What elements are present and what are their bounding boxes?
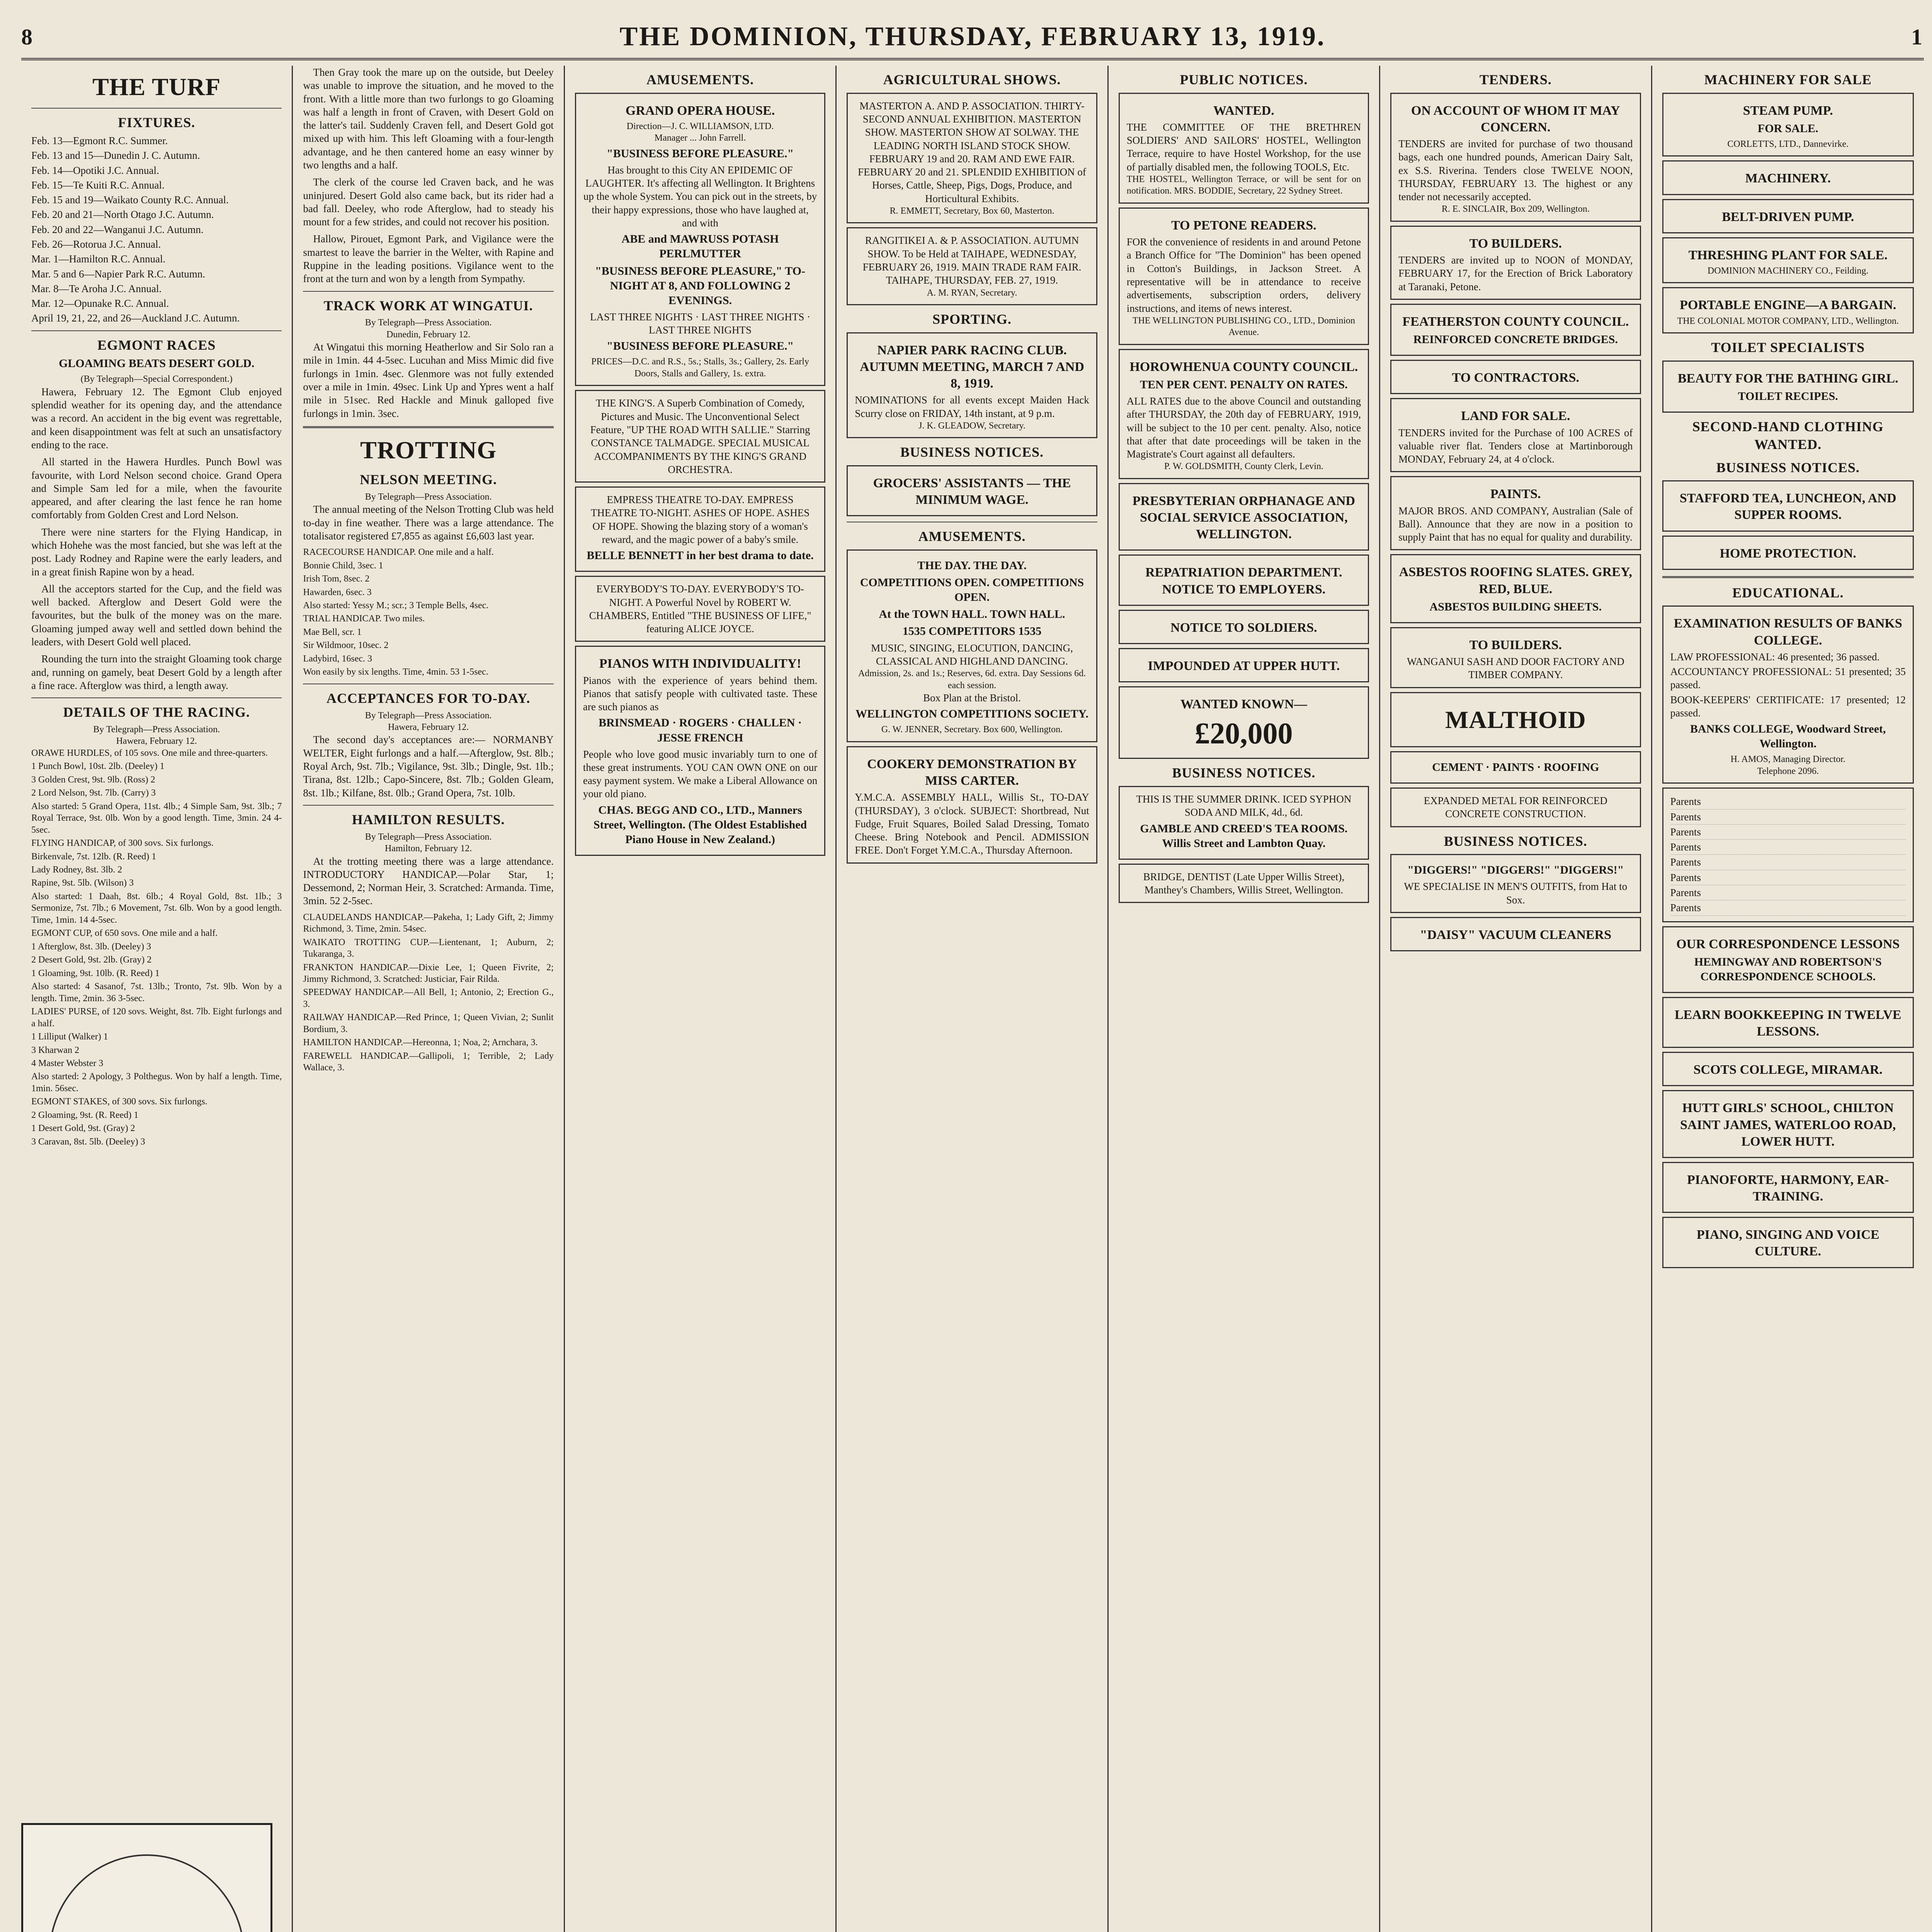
tender-salt-ad (1390, 93, 1641, 222)
parents-label: Parents (1670, 825, 1906, 840)
theatre-name: GRAND OPERA HOUSE. (625, 103, 775, 118)
show-players: ABE and MAWRUSS POTASH PERLMUTTER (621, 233, 779, 260)
pianos-firm: CHAS. BEGG AND CO., LTD., Manners Street, Wellington. (The Oldest Established Piano House in New Zealand.) (593, 803, 807, 846)
summer-drink-ad (1119, 786, 1369, 860)
fixture-item: Feb. 13 and 15—Dunedin J. C. Autumn. (31, 150, 200, 162)
exam-result: LAW PROFESSIONAL: 46 presented; 36 passed. (1670, 651, 1880, 663)
parents-label: Parents (1670, 870, 1906, 885)
diggers-ad (1390, 854, 1641, 913)
paints-title: PAINTS. (1490, 487, 1541, 502)
newspaper-title: THE DOMINION, THURSDAY, FEBRUARY 13, 1919. (619, 22, 1326, 51)
belt-pump-title: BELT-DRIVEN PUMP. (1722, 209, 1854, 224)
divider (31, 108, 282, 109)
corletts: CORLETTS, LTD., Dannevirke. (1727, 139, 1849, 149)
race-line: 2 Lord Nelson, 9st. 7lb. (Carry) 3 (31, 788, 156, 798)
competition-sections: MUSIC, SINGING, ELOCUTION, DANCING, CLASSICAL AND HIGHLAND DANCING. (871, 642, 1073, 667)
fixture-item: Mar. 1—Hamilton R.C. Annual. (31, 253, 166, 265)
pianos-body: Pianos with the experience of years behind them. Pianos that satisfy people with cultivated taste. These are such pianos as (583, 674, 818, 713)
hamilton-article (303, 855, 553, 908)
featherston-ad (1390, 304, 1641, 356)
petone-body: FOR the convenience of residents in and around Petone a Branch Office for "The Dominion" has been opened in Cotton's Buildings, in Jackson Street. A representative will be in attendance to receive advertisements, subscription orders, delivery instructions, and items of news interest. (1126, 236, 1361, 314)
diggers-title: "DIGGERS!" "DIGGERS!" "DIGGERS!" (1407, 864, 1624, 877)
column-2 (293, 66, 565, 1932)
business-notices-heading-4: BUSINESS NOTICES. (1716, 459, 1860, 475)
tender-title: ON ACCOUNT OF WHOM IT MAY CONCERN. (1411, 103, 1620, 134)
pianos-brands: BRINSMEAD · ROGERS · CHALLEN · JESSE FRENCH (599, 716, 802, 744)
napier-secretary: J. K. GLEADOW, Secretary. (918, 420, 1026, 431)
repatriation-title: REPATRIATION DEPARTMENT. NOTICE TO EMPLOYERS. (1145, 565, 1342, 597)
wanted-signature: THE HOSTEL, Wellington Terrace, or will be sent for on notification. MRS. BODDIE, Secretary, 22 Sydney Street. (1126, 174, 1361, 196)
napier-body: NOMINATIONS for all events except Maiden Hack Scurry close on FRIDAY, 14th instant, at 9 p.m. (855, 394, 1089, 419)
egmont-byline: (By Telegraph—Special Correspondent.) (80, 374, 233, 384)
race-line: SPEEDWAY HANDICAP.—All Bell, 1; Antonio, 2; Erection G., 3. (303, 987, 554, 1009)
fixture-item: Mar. 5 and 6—Napier Park R.C. Autumn. (31, 268, 205, 280)
second-hand-heading: SECOND-HAND CLOTHING WANTED. (1692, 419, 1884, 452)
race-line: Won easily by six lengths. Time, 4min. 53 1-5sec. (303, 667, 488, 677)
scots-college-ad (1662, 1052, 1914, 1086)
race-line: HAMILTON HANDICAP.—Hereonna, 1; Noa, 2; Arnchara, 3. (303, 1037, 538, 1048)
fixture-item: Mar. 12—Opunake R.C. Annual. (31, 298, 169, 310)
masterton-show-ad (847, 93, 1097, 224)
column-7 (1652, 66, 1924, 1932)
paragraph: Hawera, February 12. The Egmont Club enjoyed splendid weather for its opening day, and the attendance was a record. An accident in the big event was regrettable, and keen disappointment was felt at such an unsatisfactory ending to the race. (31, 386, 282, 451)
horowhenua-signature: P. W. GOLDSMITH, County Clerk, Levin. (1164, 461, 1323, 472)
race-line: Irish Tom, 8sec. 2 (303, 574, 370, 584)
learn-title: LEARN BOOKKEEPING IN TWELVE LESSONS. (1674, 1007, 1901, 1039)
business-notices-heading-3: BUSINESS NOTICES. (1444, 833, 1587, 849)
tenders-heading: TENDERS. (1479, 72, 1552, 87)
race-line: Hawarden, 6sec. 3 (303, 587, 372, 597)
race-line: CLAUDELANDS HANDICAP.—Pakeha, 1; Lady Gift, 2; Jimmy Richmond, 3. Time, 2min. 54sec. (303, 912, 554, 934)
competitions-society: WELLINGTON COMPETITIONS SOCIETY. (855, 707, 1088, 721)
tender-body: TENDERS are invited for purchase of two thousand bags, each one hundred pounds, American Dairy Salt, ex S.S. Riverina. Tenders close TWELVE NOON, THURSDAY, FEBRUARY 13. The highest or any tender not necessarily accepted. (1398, 138, 1633, 203)
race-line: Birkenvale, 7st. 12lb. (R. Reed) 1 (31, 851, 156, 862)
race-story-continued (303, 66, 553, 286)
banks-telephone: Telephone 2096. (1757, 766, 1819, 776)
expanded-text: EXPANDED METAL FOR REINFORCED CONCRETE CONSTRUCTION. (1423, 794, 1607, 820)
column-4 (837, 66, 1108, 1932)
race-results (31, 747, 282, 1148)
race-line: 1 Lilliput (Walker) 1 (31, 1032, 108, 1042)
race-line: TRIAL HANDICAP. Two miles. (303, 614, 425, 624)
hamilton-byline: By Telegraph—Press Association. (365, 832, 492, 842)
cookery-ad (847, 746, 1097, 864)
horowhenua-ad (1119, 349, 1369, 479)
admission: Admission, 2s. and 1s.; Reserves, 6d. extra. Day Sessions 6d. each session. (858, 668, 1086, 690)
paragraph: The annual meeting of the Nelson Trotting Club was held to-day in fine weather. There was a large attendance. The totalisator registered £7,855 as against £6,603 last year. (303, 503, 554, 542)
race-line: 4 Master Webster 3 (31, 1058, 104, 1069)
bathing-girl-ad (1662, 361, 1914, 413)
horowhenua-subtitle: TEN PER CENT. PENALTY ON RATES. (1140, 378, 1348, 391)
opera-house-ad (575, 93, 825, 386)
stafford-ad (1662, 480, 1914, 531)
fixture-item: Feb. 13—Egmont R.C. Summer. (31, 134, 168, 146)
hutt-school-ad (1662, 1090, 1914, 1158)
singing-title: PIANO, SINGING AND VOICE CULTURE. (1696, 1228, 1879, 1259)
ticket-prices: PRICES—D.C. and R.S., 5s.; Stalls, 3s.; Gallery, 2s. Early Doors, Stalls and Gallery, 1s. extra. (591, 357, 809, 379)
contractors-ad (1390, 360, 1641, 394)
asbestos-ad (1390, 554, 1641, 623)
land-sale-ad (1390, 398, 1641, 472)
cement-ad (1390, 751, 1641, 784)
race-line: FRANKTON HANDICAP.—Dixie Lee, 1; Queen Fivrite, 2; Jimmy Richmond, 3. Scratched: Justiciar, Fair Rilda. (303, 962, 554, 985)
theatre-direction: Direction—J. C. WILLIAMSON, LTD. (626, 121, 774, 131)
race-line: 3 Caravan, 8st. 5lb. (Deeley) 3 (31, 1136, 145, 1147)
race-line: Lady Rodney, 8st. 3lb. 2 (31, 864, 122, 875)
builders-title: TO BUILDERS. (1469, 236, 1562, 251)
race-line: Rapine, 9st. 5lb. (Wilson) 3 (31, 878, 134, 888)
parents-label: Parents (1670, 900, 1906, 915)
pianos-ad (575, 646, 825, 856)
show-title-repeat: "BUSINESS BEFORE PLEASURE." (606, 340, 794, 353)
for-sale: FOR SALE. (1757, 122, 1818, 135)
rangitikei-text: RANGITIKEI A. & P. ASSOCIATION. AUTUMN SHOW. To be Held at TAIHAPE, WEDNESDAY, FEBRUARY 26, 1919. MAIN TRADE RAM FAIR. TAIHAPE, THURSDAY, FEB. 27, 1919. (862, 235, 1082, 286)
divider (1662, 576, 1914, 578)
gamble-creed: GAMBLE AND CREED'S TEA ROOMS. Willis Street and Lambton Quay. (1140, 822, 1348, 850)
show-title: "BUSINESS BEFORE PLEASURE." (606, 147, 794, 160)
petone-firm: THE WELLINGTON PUBLISHING CO., LTD., Dominion Avenue. (1132, 315, 1355, 338)
expanded-metal-ad (1390, 787, 1641, 827)
parents-label: Parents (1670, 810, 1906, 825)
paragraph: At the trotting meeting there was a large attendance. INTRODUCTORY HANDICAP.—Polar Star, 1; Dessemond, 2; Norman Heir, 3. Scratched: Armanda. Time, 3min. 52 2-5sec. (303, 855, 554, 907)
box-plan: Box Plan at the Bristol. (923, 692, 1021, 704)
cookery-body: Y.M.C.A. ASSEMBLY HALL, Willis St., TO-DAY (THURSDAY), 3 o'clock. SUBJECT: Shortbread, Nut Fudge, Fruit Squares, Boiled Salad Dressing, Tomato Cheese. Bring Notebook and Pencil. ADMISSION FREE. Don't Forget Y.M.C.A., Thursday Afternoon. (855, 791, 1089, 856)
egmont-article (31, 385, 282, 692)
details-place: Hawera, February 12. (116, 736, 197, 747)
parents-ad (1662, 787, 1914, 922)
the-day: THE DAY. THE DAY. (917, 559, 1027, 572)
race-line: Also started: 2 Apology, 3 Polthegus. Won by half a length. Time, 1min. 56sec. (31, 1071, 282, 1094)
toilet-heading: TOILET SPECIALISTS (1711, 340, 1865, 355)
amusements-heading: AMUSEMENTS. (646, 72, 754, 87)
race-line: RACECOURSE HANDICAP. One mile and a half. (303, 547, 494, 558)
banks-college-ad (1662, 605, 1914, 784)
nelson-byline: By Telegraph—Press Association. (365, 492, 492, 502)
wingatui-place: Dunedin, February 12. (386, 329, 471, 340)
hamilton-place: Hamilton, February 12. (384, 844, 472, 854)
paragraph: At Wingatui this morning Heatherlow and Sir Solo ran a mile in 1min. 44 4-5sec. Lucuhan and Miss Mimic did five furlongs in 1min. 4sec. Glenmore was not fully extended over a mile in 1min. 49sec. Link Up and Ypres went a half mile in 51sec. Red Hackle and Minuk galloped five furlongs in 1min. 3sec. (303, 341, 554, 419)
summer-drink-text: THIS IS THE SUMMER DRINK. ICED SYPHON SODA AND MILK, 4d., 6d. (1136, 793, 1352, 818)
masthead (21, 15, 1924, 60)
column-5 (1109, 66, 1380, 1932)
kings-theatre-ad (575, 390, 825, 483)
soldiers-title: NOTICE TO SOLDIERS. (1170, 620, 1317, 635)
page-mark: 1 (1911, 24, 1924, 49)
contractors-title: TO CONTRACTORS. (1452, 371, 1580, 385)
horowhenua-title: HOROWHENUA COUNTY COUNCIL. (1129, 359, 1358, 374)
wanted-title: WANTED. (1213, 103, 1274, 118)
horowhenua-body: ALL RATES due to the above Council and outstanding after THURSDAY, the 20th day of FEBRUARY, 1919, will be subject to the 10 per cent. penalty. Also, notice that after that date proceedings will be taken in the Magistrate's Court against all defaulters. (1126, 395, 1361, 460)
cement-text: CEMENT · PAINTS · ROOFING (1432, 760, 1599, 774)
hamilton-heading: HAMILTON RESULTS. (352, 811, 505, 827)
race-line: Also started: 5 Grand Opera, 11st. 4lb.; 4 Simple Sam, 9st. 3lb.; 7 Royal Terrace, 9st. 0lb. Won by a good length. Time, 3min. 24 4-5sec. (31, 801, 282, 835)
masterton-text: MASTERTON A. AND P. ASSOCIATION. THIRTY-SECOND ANNUAL EXHIBITION. MASTERTON SHOW. MASTERTON SHOW AT SOLWAY. THE LEADING NORTH ISLAND STOCK SHOW. FEBRUARY 19 and 20. RAM AND EWE FAIR. FEBRUARY 20 and 21. SPLENDID EXHIBITION of Horses, Cattle, Sheep, Pigs, Dogs, Produce, and Horticultural Exhibits. (858, 100, 1086, 204)
acceptances-byline: By Telegraph—Press Association. (365, 710, 492, 721)
rangitikei-secretary: A. M. RYAN, Secretary. (927, 287, 1017, 298)
featherston-title: FEATHERSTON COUNTY COUNCIL. (1402, 314, 1629, 329)
correspondence-title: OUR CORRESPONDENCE LESSONS (1676, 937, 1900, 951)
race-line: Mae Bell, scr. 1 (303, 627, 362, 637)
land-body: TENDERS invited for the Purchase of 100 ACRES of valuable river flat. Tenders close at Martinborough MONDAY, February 24, at 4 o'clock. (1398, 427, 1633, 465)
columns (21, 66, 1924, 1932)
wanted-body: THE COMMITTEE OF THE BRETHREN SOLDIERS' AND SAILORS' HOSTEL, Wellington Terrace, require to have Hostel Workshop, for the use of partially disabled men, the following TOOLS, Etc. (1126, 121, 1361, 173)
fixture-item: Feb. 20 and 22—Wanganui J.C. Autumn. (31, 223, 204, 235)
nelson-article (303, 503, 553, 543)
business-notices-heading-2: BUSINESS NOTICES. (1172, 765, 1316, 781)
machinery-ad (1662, 160, 1914, 195)
colonial-motor: THE COLONIAL MOTOR COMPANY, LTD., Wellington. (1677, 316, 1899, 326)
race-line: 1 Punch Bowl, 10st. 2lb. (Deeley) 1 (31, 761, 165, 772)
banks-director: H. AMOS, Managing Director. (1730, 754, 1845, 765)
steam-pump-ad (1662, 93, 1914, 157)
parents-label: Parents (1670, 855, 1906, 870)
banks-college-address: BANKS COLLEGE, Woodward Street, Wellington. (1690, 723, 1886, 750)
home-protection-ad (1662, 536, 1914, 570)
wanted-ad (1119, 93, 1369, 204)
theatre-manager: Manager ... John Farrell. (654, 133, 746, 143)
pianoforte-title: PIANOFORTE, HARMONY, EAR-TRAINING. (1687, 1172, 1889, 1204)
agricultural-heading: AGRICULTURAL SHOWS. (883, 72, 1061, 87)
threshing-ad (1662, 237, 1914, 284)
wingatui-article (303, 340, 553, 420)
divider (31, 697, 282, 698)
asbestos-title: ASBESTOS ROOFING SLATES. GREY, RED, BLUE. (1399, 565, 1632, 596)
paragraph: All started in the Hawera Hurdles. Punch Bowl was favourite, with Lord Nelson second choice. Grand Opera and Simple Sam led for a mile, when the favourite appeared, and after clearing the last fence he ran home comfortably from Golden Crest and Lord Nelson. (31, 456, 282, 521)
wanted-known-title: WANTED KNOWN— (1180, 697, 1307, 712)
competitor-count: 1535 COMPETITORS 1535 (902, 625, 1042, 638)
divider (303, 426, 553, 428)
race-line: LADIES' PURSE, of 120 sovs. Weight, 8st. 7lb. Eight furlongs and a half. (31, 1007, 282, 1029)
everybodys-ad (575, 576, 825, 642)
fixture-item: Mar. 8—Te Aroha J.C. Annual. (31, 282, 162, 294)
builders-title-2: TO BUILDERS. (1469, 638, 1562, 652)
competitions-open: COMPETITIONS OPEN. COMPETITIONS OPEN. (860, 576, 1084, 604)
race-line: EGMONT STAKES, of 300 sovs. Six furlongs. (31, 1097, 207, 1107)
impounded-title: IMPOUNDED AT UPPER HUTT. (1148, 658, 1340, 673)
daisy-ad (1390, 917, 1641, 951)
dentist-ad (1119, 864, 1369, 903)
impounded-ad (1119, 648, 1369, 682)
belle-bennett: BELLE BENNETT in her best drama to date. (587, 549, 814, 562)
grocers-ad (847, 465, 1097, 516)
race-line: Sir Wildmoor, 10sec. 2 (303, 640, 389, 651)
learn-bookkeeping-ad (1662, 997, 1914, 1048)
acceptances-place: Hawera, February 12. (388, 722, 469, 733)
details-byline: By Telegraph—Press Association. (93, 724, 220, 735)
race-line: Ladybird, 16sec. 3 (303, 653, 372, 664)
portable-engine-ad (1662, 287, 1914, 333)
daisy-title: "DAISY" VACUUM CLEANERS (1420, 927, 1612, 942)
napier-park-ad (847, 332, 1097, 439)
race-line: 2 Desert Gold, 9st. 2lb. (Gray) 2 (31, 955, 152, 965)
wanted-known-ad (1119, 686, 1369, 759)
page-number: 8 (21, 24, 34, 49)
egmont-heading: EGMONT RACES (97, 337, 216, 353)
diggers-text: WE SPECIALISE IN MEN'S OUTFITS, from Hat to Sox. (1404, 881, 1628, 906)
fixture-item: Feb. 20 and 21—North Otago J.C. Autumn. (31, 209, 214, 221)
turf-heading: THE TURF (92, 73, 221, 100)
amusements-heading-2: AMUSEMENTS. (918, 529, 1026, 544)
pianos-body-2: People who love good music invariably turn to one of these great instruments. YOU CAN OWN ONE on our easy payment system. We make a Liberal Allowance on your old piano. (583, 748, 818, 800)
portable-engine-title: PORTABLE ENGINE—A BARGAIN. (1680, 298, 1896, 313)
examination-title: EXAMINATION RESULTS OF BANKS COLLEGE. (1673, 616, 1902, 648)
business-notices-heading: BUSINESS NOTICES. (900, 444, 1044, 460)
pianoforte-ad (1662, 1162, 1914, 1213)
educational-heading: EDUCATIONAL. (1732, 585, 1844, 600)
kodak-advertisement (21, 1823, 272, 1932)
children-illustration (30, 1832, 264, 1932)
machinery-heading: MACHINERY FOR SALE (1704, 72, 1872, 87)
fixture-item: Feb. 26—Rotorua J.C. Annual. (31, 238, 161, 250)
petone-ad (1119, 207, 1369, 345)
race-line: 1 Afterglow, 8st. 3lb. (Deeley) 3 (31, 941, 151, 952)
wingatui-byline: By Telegraph—Press Association. (365, 318, 492, 328)
rangitikei-show-ad (847, 227, 1097, 305)
trotting-results (303, 546, 553, 678)
masterton-secretary: R. EMMETT, Secretary, Box 60, Masterton. (889, 206, 1054, 216)
public-notices-heading: PUBLIC NOTICES. (1180, 72, 1308, 87)
race-line: 2 Gloaming, 9st. (R. Reed) 1 (31, 1110, 139, 1120)
trotting-heading: TROTTING (360, 436, 497, 464)
race-line: FLYING HANDICAP, of 300 sovs. Six furlongs. (31, 838, 214, 849)
builders-ad (1390, 226, 1641, 300)
paragraph: There were nine starters for the Flying Handicap, in which Hohehe was the most fancied, but she was left at the post. Lady Rodney and Rapine were the early leaders, and in a great finish Rapine won by a head. (31, 526, 282, 578)
reinforced-bridges: REINFORCED CONCRETE BRIDGES. (1413, 333, 1618, 346)
grocers-title: GROCERS' ASSISTANTS — THE MINIMUM WAGE. (873, 476, 1071, 507)
divider (31, 330, 282, 331)
big-money: £20,000 (1195, 716, 1293, 750)
fixture-item: Feb. 15—Te Kuiti R.C. Annual. (31, 179, 165, 191)
paragraph: Hallow, Pirouet, Egmont Park, and Vigilance were the smartest to leave the barrier in the Welter, with Rapine and Ruppine in the leading positions. Vigilance went to the front at the turn and won by a length from Sympathy. (303, 233, 554, 285)
repatriation-ad (1119, 554, 1369, 605)
beauty-title: BEAUTY FOR THE BATHING GIRL. (1677, 371, 1898, 386)
paragraph: Then Gray took the mare up on the outside, but Deeley was unable to improve the situation, and he moved to the front. With a little more than two furlongs to go Gloaming was half a length in front of Craven, with Desert Gold on the latter's tail. Suddenly Craven fell, and Desert Gold got mixed up with him. This left Gloaming with a four-length advantage, and he then cantered home an easy winner by two lengths and a half. (303, 66, 554, 171)
show-note: Has brought to this City AN EPIDEMIC OF LAUGHTER. It's affecting all Wellington. It Brightens up the whole System. You can pick out in the streets, by their happy expressions, those who have laughed at, and with (583, 164, 817, 229)
paragraph: All the acceptors started for the Cup, and the field was well backed. Afterglow and Desert Gold were the favourites, but the bulk of the money was on the mare. Gloaming jumped away well and settled down behind the leaders, with Desert Gold well placed. (31, 583, 282, 648)
tender-signature: R. E. SINCLAIR, Box 209, Wellington. (1441, 204, 1590, 214)
race-line: FAREWELL HANDICAP.—Gallipoli, 1; Terrible, 2; Lady Wallace, 3. (303, 1051, 554, 1073)
exam-result: ACCOUNTANCY PROFESSIONAL: 51 presented; 35 passed. (1670, 666, 1906, 691)
parents-label: Parents (1670, 840, 1906, 855)
race-line: 1 Desert Gold, 9st. (Gray) 2 (31, 1123, 135, 1134)
steam-pump-title: STEAM PUMP. (1743, 103, 1833, 118)
last-nights: LAST THREE NIGHTS · LAST THREE NIGHTS · LAST THREE NIGHTS (590, 311, 811, 336)
machinery-title: MACHINERY. (1745, 171, 1831, 186)
empress-text: EMPRESS THEATRE TO-DAY. EMPRESS THEATRE TO-NIGHT. ASHES OF HOPE. ASHES OF HOPE. Showing the blazing story of a woman's reward, and the magic power of a baby's smile. (590, 494, 810, 545)
race-line: EGMONT CUP, of 650 sovs. One mile and a half. (31, 928, 218, 939)
details-heading: DETAILS OF THE RACING. (63, 704, 250, 720)
soldiers-ad (1119, 610, 1369, 644)
paints-ad (1390, 476, 1641, 550)
kings-text: THE KING'S. A Superb Combination of Comedy, Pictures and Music. The Unconventional Select Feature, "UP THE ROAD WITH SALLIE." Starring CONSTANCE TALMADGE. SPECIAL MUSICAL ACCOMPANIMENTS BY THE KING'S GRAND ORCHESTRA. (590, 397, 810, 475)
malthoid-title: MALTHOID (1445, 706, 1586, 733)
home-protection-title: HOME PROTECTION. (1719, 546, 1856, 561)
asbestos-sheets: ASBESTOS BUILDING SHEETS. (1429, 600, 1602, 613)
pianos-heading: PIANOS WITH INDIVIDUALITY! (599, 656, 801, 671)
scots-title: SCOTS COLLEGE, MIRAMAR. (1693, 1063, 1883, 1077)
society-secretary: G. W. JENNER, Secretary. Box 600, Wellington. (881, 724, 1063, 735)
race-line: 1 Gloaming, 9st. 10lb. (R. Reed) 1 (31, 968, 160, 978)
singing-ad (1662, 1217, 1914, 1268)
fixtures-heading: FIXTURES. (118, 115, 196, 131)
race-line: Also started: 1 Daah, 8st. 6lb.; 4 Royal Gold, 8st. 1lb.; 3 Sermonize, 7st. 7lb.; 6 Movement, 7st. 6lb. Won by a good length. Time, 1min. 14 4-5sec. (31, 891, 282, 925)
napier-title: NAPIER PARK RACING CLUB. AUTUMN MEETING, MARCH 7 AND 8, 1919. (860, 343, 1084, 391)
correspondence-ad (1662, 926, 1914, 993)
column-3 (565, 66, 837, 1932)
builders-body: TENDERS are invited up to NOON of MONDAY, FEBRUARY 17, for the Erection of Brick Laboratory at Taranaki, Petone. (1398, 254, 1633, 293)
cookery-title: COOKERY DEMONSTRATION BY MISS CARTER. (867, 757, 1077, 788)
hutt-title: HUTT GIRLS' SCHOOL, CHILTON SAINT JAMES, WATERLOO ROAD, LOWER HUTT. (1680, 1101, 1896, 1149)
parents-label: Parents (1670, 794, 1906, 809)
paragraph: The clerk of the course led Craven back, and he was uninjured. Desert Gold also came back, but its rider had a bad fall. Deeley, who rode Afterglow, had to steady his mount for a few strides, and could not recover his position. (303, 176, 554, 228)
petone-title: TO PETONE READERS. (1171, 218, 1316, 233)
sporting-heading: SPORTING. (932, 311, 1012, 327)
race-line: 3 Golden Crest, 9st. 9lb. (Ross) 2 (31, 774, 155, 785)
race-line: RAILWAY HANDICAP.—Red Prince, 1; Queen Vivian, 2; Sunlit Bordium, 3. (303, 1012, 554, 1034)
hamilton-results (303, 912, 553, 1074)
column-1 (21, 66, 293, 1932)
wingatui-heading: TRACK WORK AT WINGATUI. (323, 298, 533, 313)
paragraph: The second day's acceptances are:— NORMANBY WELTER, Eight furlongs and a half.—Afterglow, 9st. 8lb.; Royal Arch, 9st. 7lb.; Vigilance, 9st. 3lb.; Dingle, 9st. 1lb.; Tirana, 8st. 12lb.; Capo-Sincere, 8st. 7lb.; Golden Gleam, 8st. 1lb.; Kilfane, 8st. 0lb.; Grand Opera, 7st. 10lb. (303, 734, 554, 799)
exam-result: BOOK-KEEPERS' CERTIFICATE: 17 presented; 12 passed. (1670, 694, 1906, 719)
wanganui-ad (1390, 627, 1641, 688)
parents-label: Parents (1670, 885, 1906, 900)
show-schedule: "BUSINESS BEFORE PLEASURE," TO-NIGHT AT 8, AND FOLLOWING 2 EVENINGS. (595, 264, 806, 307)
nelson-heading: NELSON MEETING. (360, 472, 497, 488)
race-line: Also started: Yessy M.; scr.; 3 Temple Bells, 4sec. (303, 600, 489, 611)
race-line: Bonnie Child, 3sec. 1 (303, 560, 383, 571)
fixture-item: Feb. 14—Opotiki J.C. Annual. (31, 164, 159, 176)
column-6 (1380, 66, 1652, 1932)
race-line: WAIKATO TROTTING CUP.—Lientenant, 1; Auburn, 2; Tukaranga, 3. (303, 937, 554, 959)
malthoid-ad (1390, 692, 1641, 747)
empress-theatre-ad (575, 486, 825, 572)
paints-body: MAJOR BROS. AND COMPANY, Australian (Sale of Ball). Announce that they are now in a position to supply Paint that has no equal for quality and durability. (1398, 505, 1633, 543)
threshing-title: THRESHING PLANT FOR SALE. (1688, 248, 1888, 262)
presbyterian-title: PRESBYTERIAN ORPHANAGE AND SOCIAL SERVICE ASSOCIATION, WELLINGTON. (1132, 493, 1355, 542)
fixtures-list (31, 134, 282, 325)
fixture-item: Feb. 15 and 19—Waikato County R.C. Annual. (31, 194, 229, 206)
town-hall: At the TOWN HALL. TOWN HALL. (879, 608, 1065, 621)
toilet-recipes: TOILET RECIPES. (1738, 389, 1838, 403)
acceptances-article (303, 733, 553, 799)
race-line: ORAWE HURDLES, of 105 sovs. One mile and three-quarters. (31, 748, 268, 758)
hemingway-title: HEMINGWAY AND ROBERTSON'S CORRESPONDENCE SCHOOLS. (1694, 955, 1882, 983)
presbyterian-ad (1119, 483, 1369, 551)
fixture-item: April 19, 21, 22, and 26—Auckland J.C. Autumn. (31, 312, 240, 324)
egmont-subheading: GLOAMING BEATS DESERT GOLD. (59, 357, 255, 370)
paragraph: Rounding the turn into the straight Gloaming took charge and, running on gamely, beat Desert Gold by a length after a fine race. Afterglow was third, a length away. (31, 653, 282, 691)
race-line: 3 Kharwan 2 (31, 1045, 79, 1055)
land-title: LAND FOR SALE. (1461, 409, 1570, 423)
divider (303, 291, 553, 292)
race-line: Also started: 4 Sasanof, 7st. 13lb.; Tronto, 7st. 9lb. Won by a length. Time, 2min. 36 3-5sec. (31, 981, 282, 1003)
divider (303, 805, 553, 806)
kodak-illustration (30, 1832, 264, 1932)
everybodys-text: EVERYBODY'S TO-DAY. EVERYBODY'S TO-NIGHT. A Powerful Novel by ROBERT W. CHAMBERS, Entitled "THE BUSINESS OF LIFE," featuring ALICE JOYCE. (589, 583, 811, 635)
stafford-title: STAFFORD TEA, LUNCHEON, AND SUPPER ROOMS. (1679, 491, 1896, 522)
dominion-machinery: DOMINION MACHINERY CO., Feilding. (1708, 265, 1869, 276)
belt-pump-ad (1662, 199, 1914, 233)
exam-results (1670, 650, 1906, 719)
wanganui-text: WANGANUI SASH AND DOOR FACTORY AND TIMBER COMPANY. (1406, 656, 1624, 681)
dentist-text: BRIDGE, DENTIST (Late Upper Willis Street), Manthey's Chambers, Willis Street, Wellington. (1143, 871, 1345, 896)
acceptances-heading: ACCEPTANCES FOR TO-DAY. (326, 690, 531, 706)
competitions-ad (847, 549, 1097, 742)
